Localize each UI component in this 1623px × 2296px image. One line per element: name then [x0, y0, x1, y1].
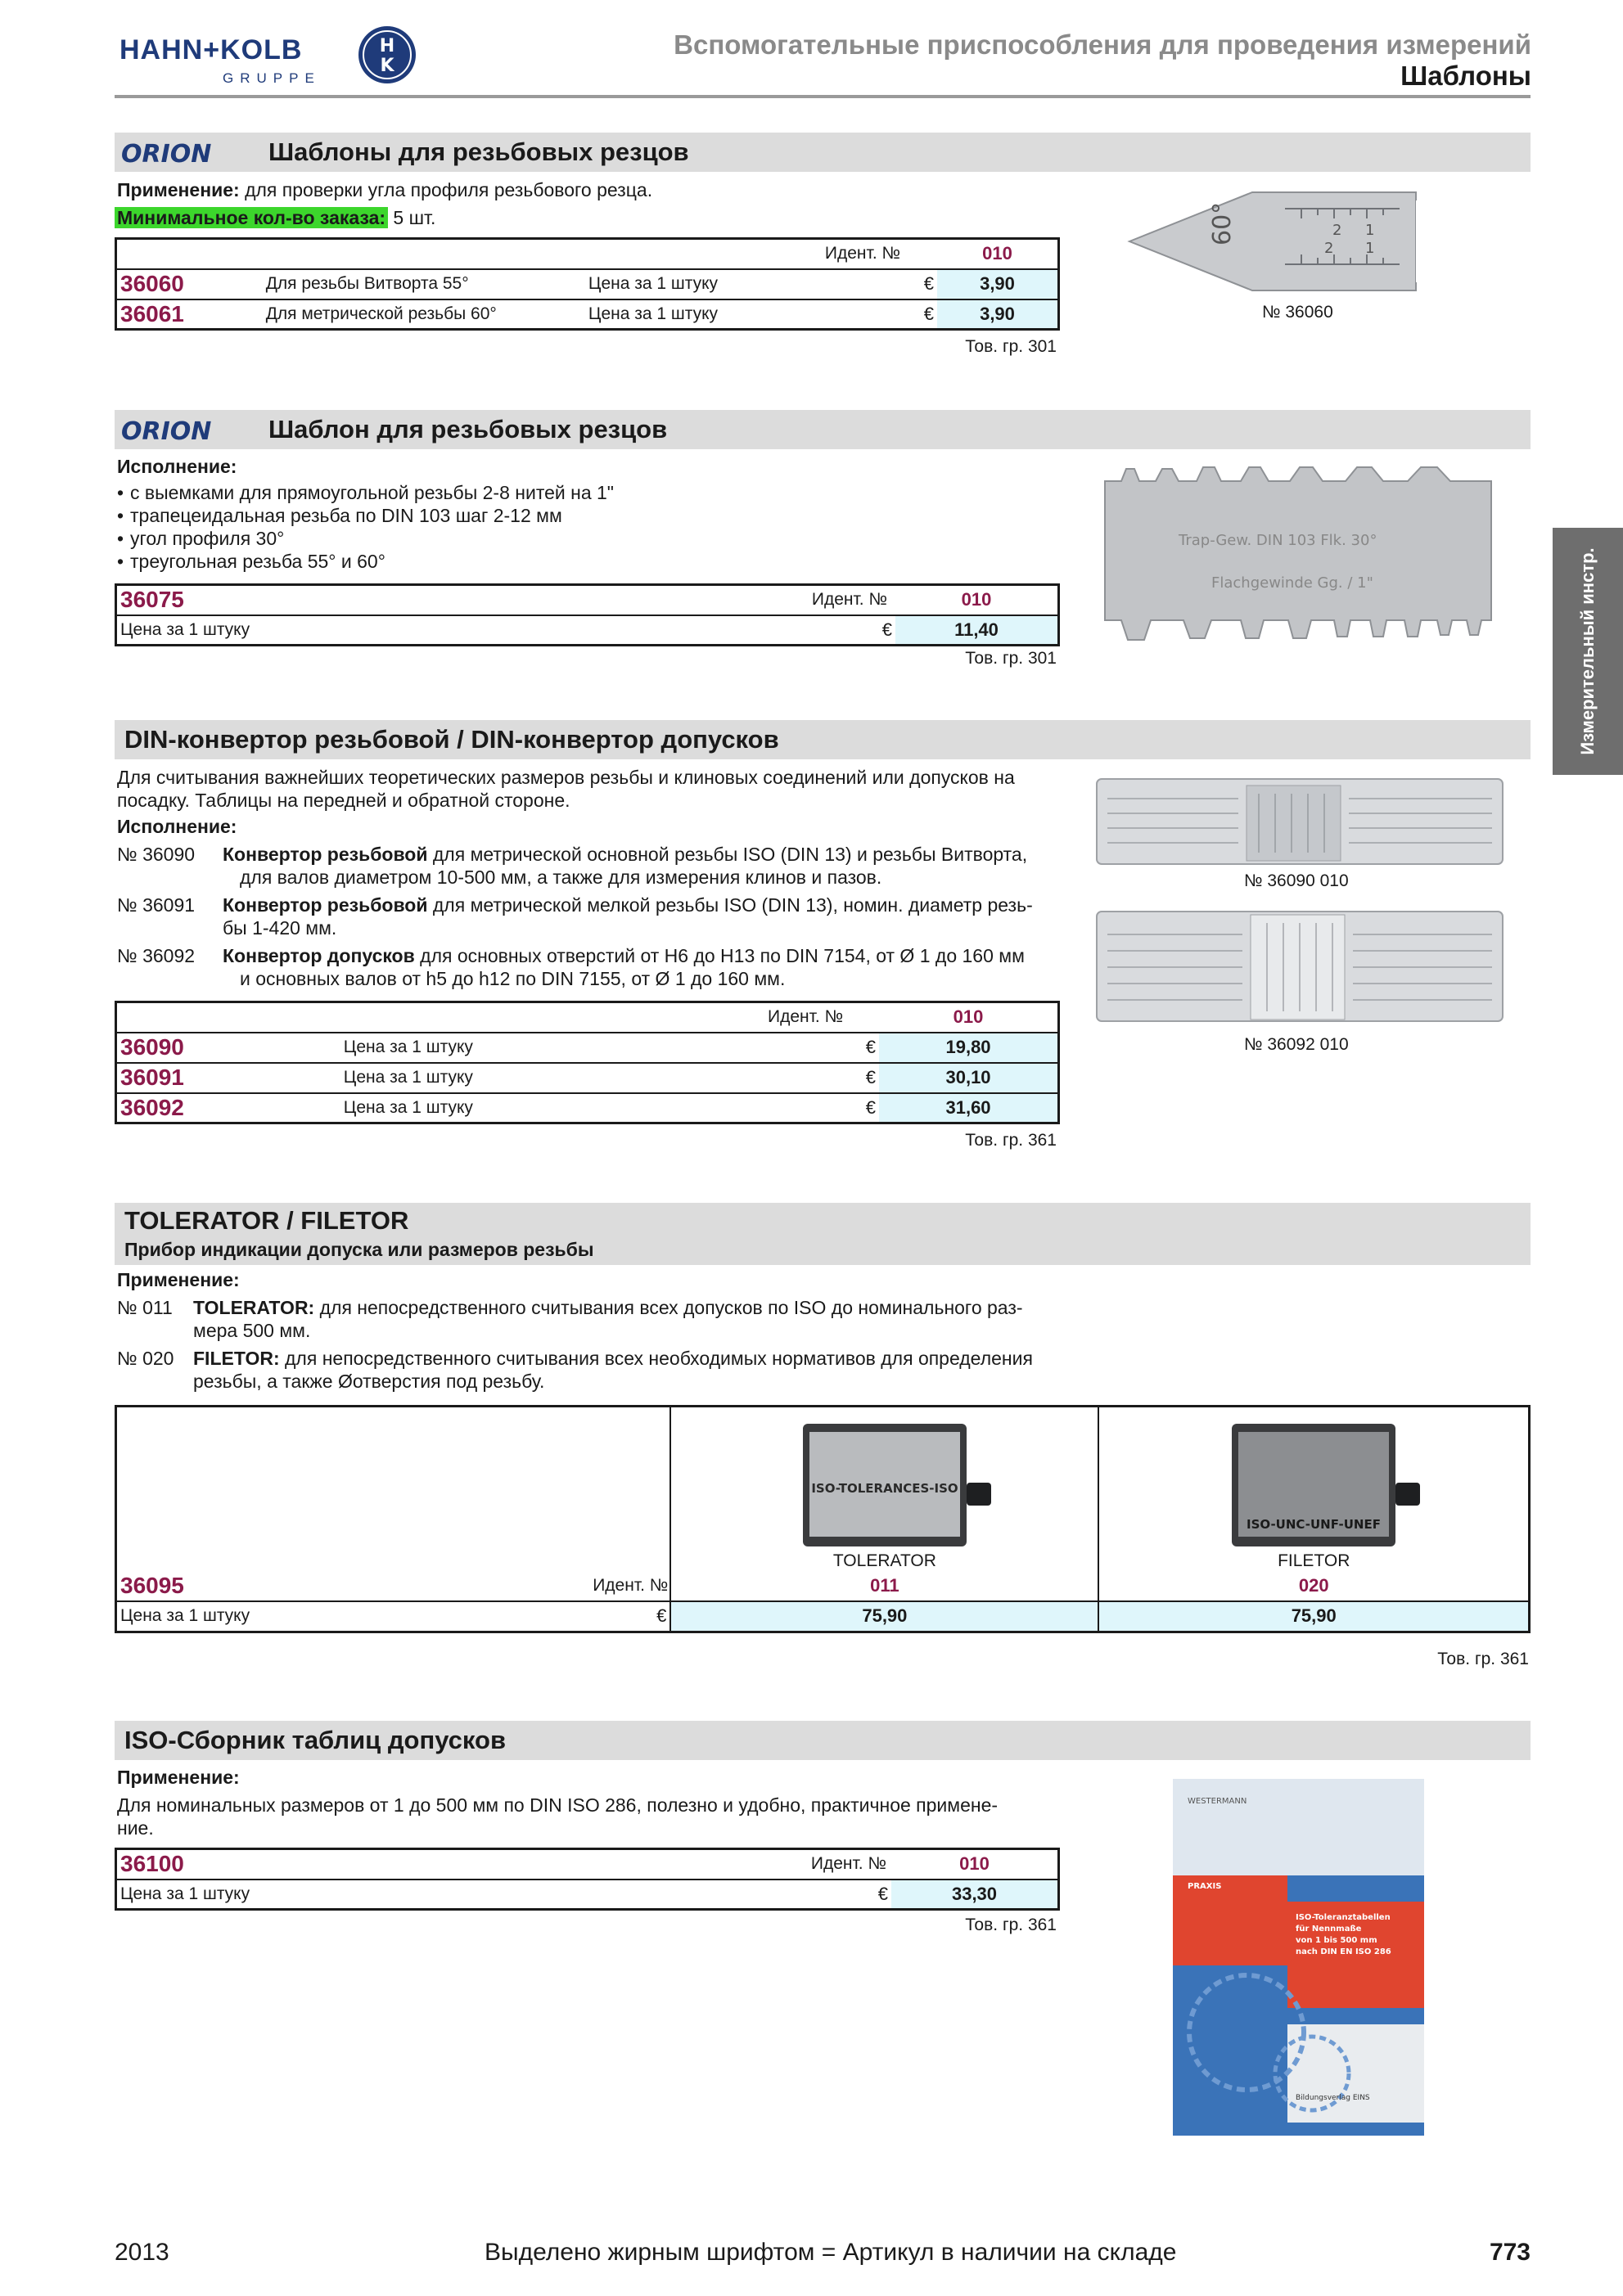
- thread-gauge-image: [1121, 184, 1465, 299]
- list-item: • трапецеидальная резьба по DIN 103 шаг 2-12 мм: [117, 504, 614, 527]
- execution-label: Исполнение:: [117, 456, 237, 477]
- svg-text:ISO-UNC-UNF-UNEF: ISO-UNC-UNF-UNEF: [1247, 1517, 1382, 1532]
- svg-text:1: 1: [1365, 222, 1375, 239]
- footer-note: Выделено жирным шрифтом = Артикул в наличии на складе: [485, 2239, 1177, 2266]
- article-number[interactable]: 36091: [116, 1063, 340, 1093]
- description-line: Для считывания важнейших теоретических размеров резьбы и клиновых соединений или допусков на: [117, 767, 1015, 788]
- item-description: Конвертор резьбовой для метрической мелкой резьбы ISO (DIN 13), номин. диаметр резь-: [223, 894, 1033, 916]
- item-description-cont: для валов диаметром 10-500 мм, а также для измерения клинов и пазов.: [240, 867, 882, 888]
- variant-code: 020: [1098, 1571, 1529, 1601]
- table-row[interactable]: [116, 299, 1059, 330]
- table-row[interactable]: [116, 1063, 1059, 1093]
- product-group: Тов. гр. 361: [1437, 1650, 1529, 1668]
- feature-list: [117, 481, 614, 573]
- svg-text:K: K: [380, 56, 394, 76]
- application-text: [117, 178, 652, 201]
- svg-text:ISO-Toleranztabellen: ISO-Toleranztabellen: [1296, 1913, 1391, 1922]
- item-number: № 36090: [117, 844, 196, 865]
- item-description: TOLERATOR: для непосредственного считывания всех допусков по ISO до номинального раз-: [193, 1297, 1023, 1318]
- product-group: Тов. гр. 361: [965, 1916, 1057, 1934]
- product-group: Тов. гр. 301: [965, 337, 1057, 356]
- unit-label: Цена за 1 штуку: [116, 1601, 590, 1632]
- unit-label: Цена за 1 штуку: [340, 1063, 846, 1093]
- price: 75,90: [670, 1601, 1098, 1632]
- svg-text:ISO-TOLERANCES-ISO: ISO-TOLERANCES-ISO: [811, 1481, 958, 1496]
- currency: €: [904, 269, 937, 299]
- id-label: Идент. №: [810, 1854, 886, 1874]
- section-subtitle: Прибор индикации допуска или размеров резьбы: [124, 1239, 594, 1260]
- item-number: № 36092: [117, 945, 196, 966]
- list-item: • с выемками для прямоугольной резьбы 2-8 нитей на 1": [117, 481, 614, 504]
- price: 33,30: [891, 1880, 1059, 1910]
- article-number[interactable]: 36060: [116, 269, 263, 299]
- table-row[interactable]: [116, 269, 1059, 299]
- id-label: Идент. №: [824, 244, 901, 263]
- svg-text:Trap-Gew. DIN 103 Flk. 30°: Trap-Gew. DIN 103 Flk. 30°: [1179, 532, 1377, 549]
- side-tab-measuring-tools[interactable]: [1553, 528, 1623, 775]
- price: 3,90: [937, 299, 1059, 330]
- application-value: для проверки угла профиля резьбового резца.: [239, 179, 653, 200]
- id-label: Идент. №: [811, 590, 887, 610]
- table-row[interactable]: [116, 1093, 1059, 1123]
- section-header-thread-gauges: [115, 133, 1531, 172]
- item-description: Конвертор резьбовой для метрической основной резьбы ISO (DIN 13) и резьбы Витворта,: [223, 844, 1028, 865]
- image-caption: № 36060: [1262, 303, 1333, 322]
- table-row[interactable]: [116, 1571, 1530, 1601]
- section-header-din-converter: [115, 720, 1531, 759]
- list-item: • треугольная резьба 55° и 60°: [117, 550, 614, 573]
- svg-text:H: H: [379, 36, 395, 56]
- table-row[interactable]: [116, 1849, 1059, 1880]
- logo-text: HAHN+KOLB: [119, 34, 303, 65]
- orion-brand-logo: [119, 137, 246, 167]
- article-number[interactable]: 36092: [116, 1093, 340, 1123]
- min-order-value: 5 шт.: [388, 207, 436, 228]
- currency: €: [769, 615, 895, 646]
- application-label: Применение:: [117, 179, 240, 200]
- page-header: [0, 0, 1623, 102]
- table-row[interactable]: [116, 615, 1059, 646]
- book-cover-image: [1173, 1779, 1424, 2136]
- id-label: Идент. №: [768, 1007, 844, 1027]
- min-order-label: Минимальное кол-во заказа:: [115, 207, 388, 228]
- item-description-cont: и основных валов от h5 до h12 по DIN 7155, от Ø 1 до 160 мм.: [240, 968, 786, 989]
- description-line: Для номинальных размеров от 1 до 500 мм по DIN ISO 286, полезно и удобно, практичное примене-: [117, 1794, 999, 1816]
- page-number: 773: [1489, 2239, 1531, 2266]
- id-label: Идент. №: [593, 1576, 669, 1595]
- orion-brand-logo: [119, 415, 246, 444]
- section-title: Шаблон для резьбовых резцов: [268, 415, 668, 443]
- description-line: ние.: [117, 1817, 154, 1839]
- thread-converter-image: [1095, 777, 1504, 867]
- price: 30,10: [879, 1063, 1058, 1093]
- header-category-title: Вспомогательные приспособления для проведения измерений: [674, 29, 1531, 60]
- svg-text:ORION: ORION: [121, 140, 212, 167]
- price: 31,60: [879, 1093, 1058, 1123]
- svg-text:für Nennmaße: für Nennmaße: [1296, 1925, 1362, 1934]
- footer-year: 2013: [115, 2239, 169, 2266]
- currency: €: [769, 1880, 891, 1910]
- table-row[interactable]: [116, 1880, 1059, 1910]
- header-divider: [115, 95, 1531, 98]
- article-number[interactable]: 36090: [116, 1033, 340, 1063]
- currency: €: [846, 1063, 879, 1093]
- section-title: TOLERATOR / FILETOR: [124, 1206, 409, 1235]
- article-number[interactable]: 36075: [120, 587, 184, 613]
- svg-text:WESTERMANN: WESTERMANN: [1188, 1797, 1247, 1806]
- variant-code: 011: [670, 1571, 1098, 1601]
- filetor-device-image: [1174, 1407, 1453, 1546]
- section-header-thread-gauge: [115, 410, 1531, 449]
- unit-label: Цена за 1 штуку: [340, 1093, 846, 1123]
- svg-text:Flachgewinde Gg. / 1": Flachgewinde Gg. / 1": [1211, 574, 1373, 592]
- company-logo: [119, 23, 414, 88]
- svg-text:Bildungsverlag EINS: Bildungsverlag EINS: [1296, 2094, 1370, 2102]
- product-group: Тов. гр. 361: [965, 1131, 1057, 1150]
- svg-text:2: 2: [1332, 222, 1342, 239]
- application-label: Применение:: [117, 1767, 240, 1788]
- min-order-text: [115, 206, 435, 229]
- article-number[interactable]: 36100: [120, 1851, 184, 1877]
- currency: €: [904, 299, 937, 330]
- item-number: № 020: [117, 1348, 174, 1369]
- item-number: № 011: [117, 1297, 173, 1318]
- variant-code: 010: [953, 1006, 984, 1028]
- currency: €: [589, 1601, 670, 1632]
- section-title: ISO-Сборник таблиц допусков: [124, 1726, 506, 1754]
- unit-label: Цена за 1 штуку: [340, 1033, 846, 1063]
- unit-label: Цена за 1 штуку: [585, 299, 904, 330]
- svg-text:2: 2: [1324, 240, 1334, 257]
- header-page-title: Шаблоны: [1400, 61, 1531, 91]
- table-row[interactable]: [116, 1033, 1059, 1063]
- unit-label: Цена за 1 штуку: [116, 615, 769, 646]
- variant-code: 010: [961, 589, 992, 610]
- svg-text:1: 1: [1365, 240, 1375, 257]
- description: Для метрической резьбы 60°: [263, 299, 585, 330]
- section-header-iso-tables: [115, 1721, 1531, 1760]
- table-row[interactable]: [116, 585, 1059, 615]
- svg-text:ORION: ORION: [121, 417, 212, 444]
- price: 19,80: [879, 1033, 1058, 1063]
- section-header-tolerator: [115, 1203, 1531, 1265]
- column-name: FILETOR: [1278, 1551, 1350, 1570]
- description-line: посадку. Таблицы на передней и обратной стороне.: [117, 790, 570, 811]
- price-table-s4: [115, 1405, 1531, 1633]
- image-caption: № 36092 010: [1244, 1035, 1349, 1054]
- screw-pitch-gauge-image: [1097, 465, 1498, 649]
- column-name: TOLERATOR: [832, 1551, 936, 1570]
- image-caption: № 36090 010: [1244, 871, 1349, 890]
- list-item: • угол профиля 30°: [117, 527, 614, 550]
- item-number: № 36091: [117, 894, 196, 916]
- filetor-image-cell: [1098, 1407, 1529, 1572]
- execution-label: Исполнение:: [117, 816, 237, 837]
- section-title: DIN-конвертор резьбовой / DIN-конвертор допусков: [124, 725, 779, 754]
- tolerator-device-image: [746, 1407, 1024, 1546]
- logo-subtext: GRUPPE: [223, 70, 321, 86]
- tolerator-image-cell: [670, 1407, 1098, 1572]
- price-table-s2: [115, 583, 1060, 646]
- price-table-s5: [115, 1848, 1060, 1911]
- article-number[interactable]: 36095: [120, 1573, 184, 1598]
- price-table-s1: [115, 237, 1060, 331]
- currency: €: [846, 1033, 879, 1063]
- product-group: Тов. гр. 301: [965, 649, 1057, 668]
- unit-label: Цена за 1 штуку: [116, 1880, 769, 1910]
- article-number[interactable]: 36061: [116, 299, 263, 330]
- application-label: Применение:: [117, 1269, 240, 1290]
- description: Для резьбы Витворта 55°: [263, 269, 585, 299]
- item-description-cont: резьбы, а также Øотверстия под резьбу.: [193, 1371, 545, 1392]
- table-row[interactable]: [116, 1601, 1530, 1632]
- price: 75,90: [1098, 1601, 1529, 1632]
- svg-text:nach DIN EN ISO 286: nach DIN EN ISO 286: [1296, 1947, 1391, 1956]
- price-table-s3: [115, 1001, 1060, 1124]
- currency: €: [846, 1093, 879, 1123]
- item-description-cont: бы 1-420 мм.: [223, 917, 337, 939]
- variant-code: 010: [959, 1853, 990, 1875]
- svg-text:60°: 60°: [1208, 201, 1237, 245]
- unit-label: Цена за 1 штуку: [585, 269, 904, 299]
- price: 3,90: [937, 269, 1059, 299]
- section-title: Шаблоны для резьбовых резцов: [268, 137, 689, 166]
- svg-text:von 1 bis 500 mm: von 1 bis 500 mm: [1296, 1936, 1377, 1945]
- item-description: Конвертор допусков для основных отверстий от H6 до H13 по DIN 7154, от Ø 1 до 160 мм: [223, 945, 1025, 966]
- item-description-cont: мера 500 мм.: [193, 1320, 311, 1341]
- variant-code: 010: [982, 243, 1012, 264]
- svg-text:PRAXIS: PRAXIS: [1188, 1882, 1222, 1891]
- side-tab-label: Измерительный инстр.: [1577, 547, 1598, 755]
- price: 11,40: [895, 615, 1059, 646]
- hk-logo-icon: [357, 25, 417, 85]
- tolerance-converter-image: [1095, 910, 1504, 1024]
- item-description: FILETOR: для непосредственного считывания всех необходимых нормативов для определения: [193, 1348, 1033, 1369]
